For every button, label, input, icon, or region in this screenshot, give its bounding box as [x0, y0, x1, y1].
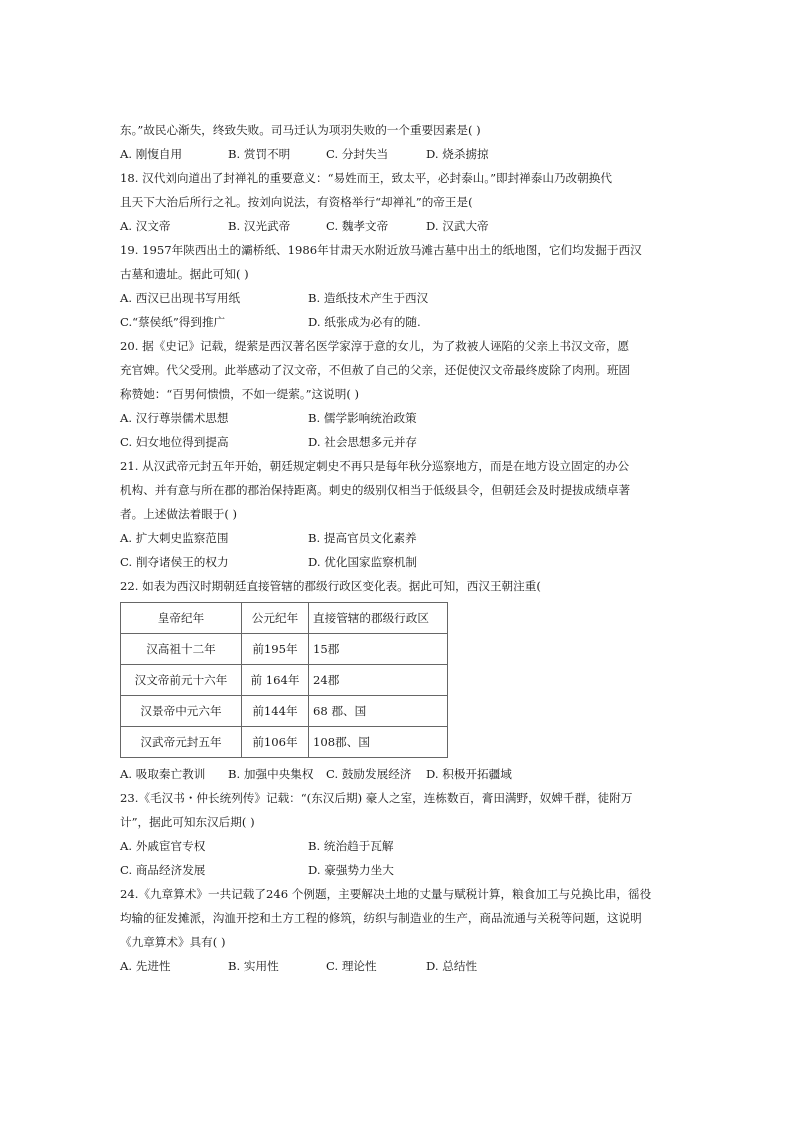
q23-option-b[interactable]: B. 统治趋于瓦解: [308, 839, 394, 853]
q18-option-b[interactable]: B. 汉光武帝: [228, 219, 291, 233]
q23-options-row2: [120, 858, 680, 882]
q22-option-b[interactable]: B. 加强中央集权: [228, 767, 314, 781]
q17-option-a[interactable]: A. 刚愎自用: [120, 147, 183, 161]
q23-text-line1: 23.《毛汉书・仲长统列传》记载：“(东汉后期) 豪人之室，连栋数百，膏田满野，奴婢千群，徒附万: [120, 791, 633, 805]
table-row: [121, 696, 448, 727]
q20-text-line1: 20. 据《史记》记载，缇萦是西汉著名医学家淳于意的女儿，为了救被人诬陷的父亲上书汉文帝，愿: [120, 339, 630, 353]
q21-text-line1: 21. 从汉武帝元封五年开始，朝廷规定刺史不再只是每年秋分巡察地方，而是在地方设立固定的办公: [120, 459, 630, 473]
table-cell: 68 郡、国: [309, 696, 448, 727]
q24-text-line3: 《九章算术》具有( ): [120, 935, 226, 949]
q21-option-b[interactable]: B. 提高官员文化素养: [308, 531, 417, 545]
table-header-cell: 皇帝纪年: [121, 603, 242, 634]
q24-option-d[interactable]: D. 总结性: [426, 959, 478, 973]
q22-options: [120, 762, 680, 786]
q22-text: 22. 如表为西汉时期朝廷直接管辖的郡级行政区变化表。据此可知，西汉王朝注重(: [120, 579, 541, 593]
table-cell: 汉高祖十二年: [121, 634, 242, 665]
q21-options-row1: [120, 526, 680, 550]
q24-option-b[interactable]: B. 实用性: [228, 959, 279, 973]
q24-options: [120, 954, 680, 978]
table-row: [121, 727, 448, 758]
q23-option-d[interactable]: D. 豪强势力坐大: [308, 863, 394, 877]
q21-options-row2: [120, 550, 680, 574]
q18-text-line1: 18. 汉代刘向道出了封禅礼的重要意义：“易姓而王，致太平，必封泰山。”即封禅泰山乃改朝换代: [120, 171, 612, 185]
table-cell: 汉文帝前元十六年: [121, 665, 242, 696]
table-row: [121, 634, 448, 665]
q20-option-c[interactable]: C. 妇女地位得到提高: [120, 435, 229, 449]
q19-option-a[interactable]: A. 西汉已出现书写用纸: [120, 291, 241, 305]
q17-option-d[interactable]: D. 烧杀掳掠: [426, 147, 489, 161]
q21-text-line2: 机构、并有意与所在郡的郡治保持距离。刺史的级别仅相当于低级县令，但朝廷会及时提拔成绩卓著: [120, 483, 631, 497]
table-cell: 前 164年: [242, 665, 309, 696]
q23-options-row1: [120, 834, 680, 858]
q22-table: [120, 602, 448, 758]
table-cell: 汉武帝元封五年: [121, 727, 242, 758]
q20-option-d[interactable]: D. 社会思想多元并存: [308, 435, 418, 449]
q21-text-line3: 者。上述做法着眼于( ): [120, 507, 238, 521]
q23-option-a[interactable]: A. 外戚宦官专权: [120, 839, 206, 853]
table-cell: 前195年: [242, 634, 309, 665]
exam-page: [120, 118, 680, 978]
q18-option-c[interactable]: C. 魏孝文帝: [326, 219, 389, 233]
table-header-cell: 公元纪年: [242, 603, 309, 634]
q20-text-line2: 充官婢。代父受刑。此举感动了汉文帝，不但赦了自己的父亲，还促使汉文帝最终废除了肉刑。班固: [120, 363, 631, 377]
q24-text-line1: 24.《九章算术》一共记载了246 个例题，主要解决土地的丈量与赋税计算，粮食加工与兑换比串，徭役: [120, 887, 652, 901]
table-row: [121, 665, 448, 696]
q20-text-line3: 称赞她：“百男何愦愦，不如一缇萦。”这说明( ): [120, 387, 360, 401]
q22-option-d[interactable]: D. 积极开拓疆域: [426, 767, 512, 781]
table-header-cell: 直接管辖的郡级行政区: [309, 603, 448, 634]
q21-option-a[interactable]: A. 扩大刺史监察范围: [120, 531, 229, 545]
q18-option-d[interactable]: D. 汉武大帝: [426, 219, 489, 233]
q18-options: [120, 214, 680, 238]
q18-text-line2: 且天下大治后所行之礼。按刘向说法，有资格举行“却禅礼”的帝王是(: [120, 195, 473, 209]
table-header-row: [121, 603, 448, 634]
q19-option-b[interactable]: B. 造纸技术产生于西汉: [308, 291, 429, 305]
q21-option-c[interactable]: C. 削夺诸侯王的权力: [120, 555, 229, 569]
q24-text-line2: 均输的征发摊派，沟洫开挖和土方工程的修筑，纺织与制造业的生产，商品流通与关税等问题，这说明: [120, 911, 642, 925]
q19-options-row2: [120, 310, 680, 334]
table-cell: 108郡、国: [309, 727, 448, 758]
q19-options-row1: [120, 286, 680, 310]
q20-options-row1: [120, 406, 680, 430]
q17-option-c[interactable]: C. 分封失当: [326, 147, 389, 161]
q20-option-a[interactable]: A. 汉行尊崇儒术思想: [120, 411, 229, 425]
q22-option-c[interactable]: C. 鼓励发展经济: [326, 767, 412, 781]
table-cell: 汉景帝中元六年: [121, 696, 242, 727]
q19-text-line1: 19. 1957年陕西出土的灞桥纸、1986年甘肃天水附近放马滩古墓中出土的纸地图，它们均发掘于西汉: [120, 243, 642, 257]
table-cell: 24郡: [309, 665, 448, 696]
q19-option-c[interactable]: C.“蔡侯纸”得到推广: [120, 315, 226, 329]
q22-option-a[interactable]: A. 吸取秦亡教训: [120, 767, 206, 781]
q17-options: [120, 142, 680, 166]
q18-option-a[interactable]: A. 汉文帝: [120, 219, 171, 233]
q24-option-c[interactable]: C. 理论性: [326, 959, 377, 973]
q23-text-line2: 计”，据此可知东汉后期( ): [120, 815, 255, 829]
q20-options-row2: [120, 430, 680, 454]
table-cell: 15郡: [309, 634, 448, 665]
q23-option-c[interactable]: C. 商品经济发展: [120, 863, 206, 877]
q19-option-d[interactable]: D. 纸张成为必有的随.: [308, 315, 421, 329]
q19-text-line2: 古墓和遗址。据此可知( ): [120, 267, 249, 281]
q21-option-d[interactable]: D. 优化国家监察机制: [308, 555, 418, 569]
q17-text: 东。”故民心渐失，终致失败。司马迁认为项羽失败的一个重要因素是( ): [120, 123, 481, 137]
q17-option-b[interactable]: B. 赏罚不明: [228, 147, 291, 161]
table-cell: 前106年: [242, 727, 309, 758]
table-cell: 前144年: [242, 696, 309, 727]
q20-option-b[interactable]: B. 儒学影响统治政策: [308, 411, 417, 425]
q24-option-a[interactable]: A. 先进性: [120, 959, 171, 973]
